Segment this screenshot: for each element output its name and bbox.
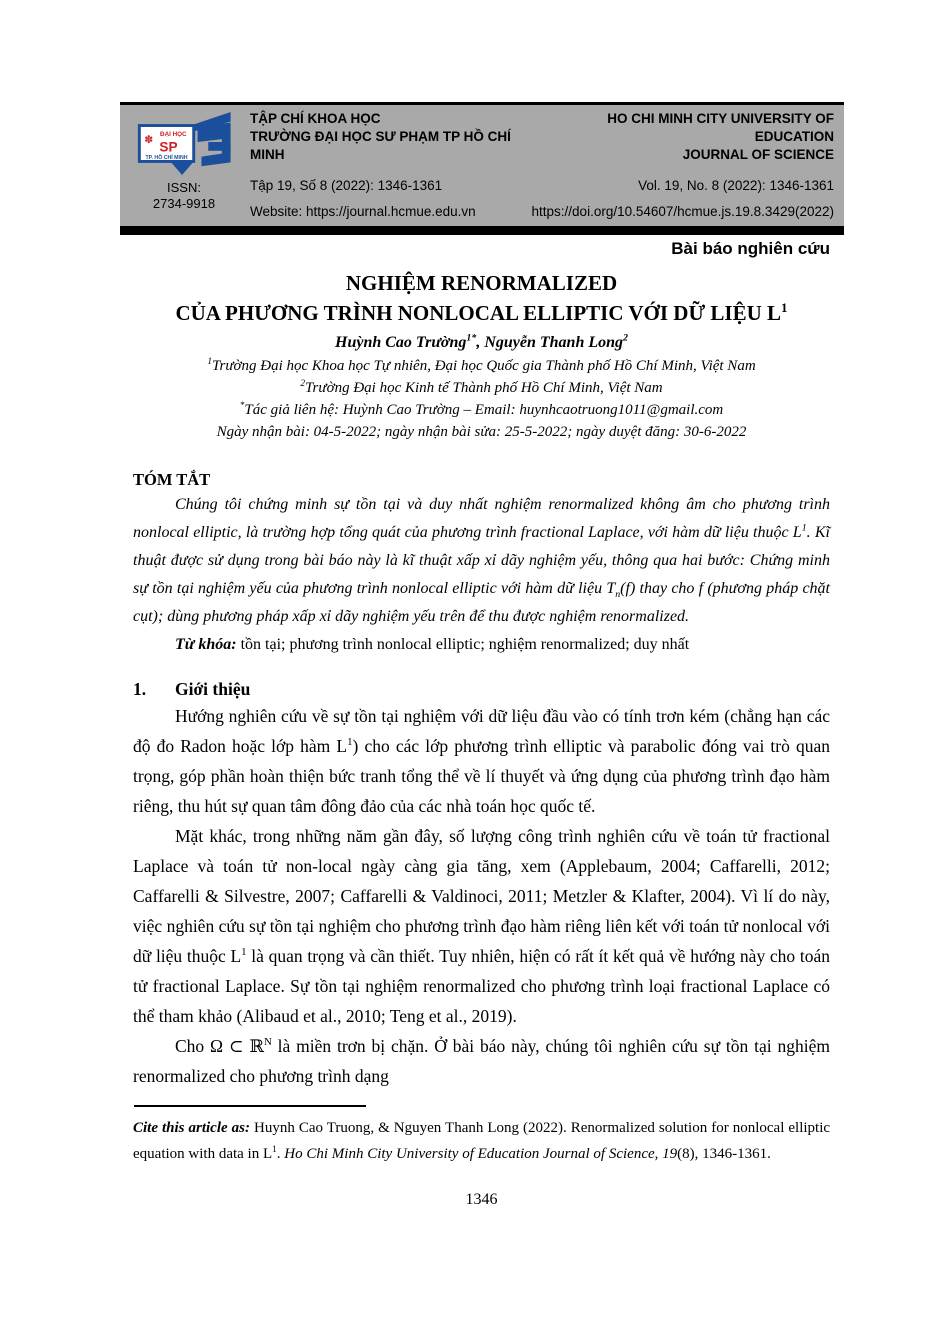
journal-header <box>120 102 844 235</box>
journal-name-en-line2: JOURNAL OF SCIENCE <box>682 147 834 162</box>
issn-label: ISSN: <box>167 180 201 195</box>
author-names: Huỳnh Cao Trường$^{1*}$, Nguyễn Thanh Long$^2$ <box>335 332 628 351</box>
volume-info-en: Vol. 19, No. 8 (2022): 1346-1361 <box>638 178 834 193</box>
affiliation-2: $^2$Trường Đại học Kinh tế Thành phố Hồ Chí Minh, Việt Nam <box>300 379 663 396</box>
logo-city-label: TP. HỒ CHÍ MINH <box>145 155 188 162</box>
affiliation-1: $^1$Trường Đại học Khoa học Tự nhiên, Đại học Quốc gia Thành phố Hồ Chí Minh, Việt Nam <box>207 357 756 374</box>
intro-paragraph-2: Mặt khác, trong những năm gần đây, số lượng công trình nghiên cứu về toán tử fractional Laplace và toán tử non-local ngày càng gia tăng, xem (Applebaum, 2004; Caffarelli, 2012; Caffarelli & Silvestre, 2007; Caffarelli & Valdinoci, 2011; Metzler & Klafter, 2004). Vì lí do này, việc nghiên cứu sự tồn tại nghiệm cho phương trình đạo hàm riêng liên kết với toán tử nonlocal với dữ liệu thuộc $L^1$ là quan trọng và cần thiết. Tuy nhiên, hiện có rất ít kết quả về hướng này cho toán tử fractional Laplace. Sự tồn tại nghiệm renormalized cho phương trình loại fractional Laplace có thể tham khảo (Alibaud et al., 2010; Teng et al., 2019). <box>133 826 831 1026</box>
citation-volume: 19 <box>662 1146 678 1162</box>
keywords-label: Từ khóa: <box>175 636 237 653</box>
article-title-line2: CỦA PHƯƠNG TRÌNH NONLOCAL ELLIPTIC VỚI DỮ LIỆU $L^1$ <box>175 300 788 325</box>
citation-authors-title: Huynh Cao Truong, & Nguyen Thanh Long (2022). Renormalized solution for nonlocal elliptic equation with data in $L^1$. <box>133 1120 831 1162</box>
logo-university-label: ĐẠI HỌC <box>160 131 187 139</box>
footnote-separator-rule <box>134 1105 366 1107</box>
section-1-number: 1. <box>133 679 147 699</box>
citation-issue-pages: (8), 1346-1361. <box>677 1146 771 1162</box>
citation-text <box>133 1115 830 1167</box>
issn-value: 2734-9918 <box>152 196 216 211</box>
page-number: 1346 <box>465 1191 498 1208</box>
university-logo-icon <box>137 110 231 176</box>
article-type-badge: Bài báo nghiên cứu <box>671 239 830 258</box>
submission-dates-line: Ngày nhận bài: 04-5-2022; ngày nhận bài sửa: 25-5-2022; ngày duyệt đăng: 30-6-2022 <box>216 424 747 440</box>
intro-paragraph-1: Hướng nghiên cứu về sự tồn tại nghiệm với dữ liệu đầu vào có tính trơn kém (chẳng hạn các độ đo Radon hoặc lớp hàm $L^1$) cho các lớp phương trình elliptic và parabolic đóng vai trò quan trọng, góp phần hoàn thiện bức tranh tổng thể về lí thuyết và ứng dụng của phương trình đạo hàm riêng, thu hút sự quan tâm đông đảo của các nhà toán học quốc tế. <box>133 706 830 816</box>
keywords-line <box>133 631 830 659</box>
corresponding-author-line: *Tác giả liên hệ: Huỳnh Cao Trường – Email: huynhcaotruong1011@gmail.com <box>239 401 724 418</box>
journal-name-vi-line1: TẬP CHÍ KHOA HỌC <box>250 111 381 126</box>
journal-name-en-line1: HO CHI MINH CITY UNIVERSITY OF EDUCATION <box>607 111 834 144</box>
doi-url: https://doi.org/10.54607/hcmue.js.19.8.3429(2022) <box>531 204 834 219</box>
abstract-text: Chúng tôi chứng minh sự tồn tại và duy nhất nghiệm renormalized không âm cho phương trình nonlocal elliptic, là trường hợp tổng quát của phương trình fractional Laplace, với hàm dữ liệu thuộc $L^1$. Kĩ thuật được sử dụng trong bài báo này là kĩ thuật xấp xỉ dãy nghiệm yếu, thông qua hai bước: Chứng minh sự tồn tại nghiệm yếu của phương trình nonlocal elliptic với hàm dữ liệu $T_n(f)$ thay cho f (phương pháp chặt cụt); dùng phương pháp xấp xỉ dãy nghiệm yếu trên để thu được nghiệm renormalized. <box>133 496 830 625</box>
logo-sp-label: SP <box>159 139 178 155</box>
keywords-text: tồn tại; phương trình nonlocal elliptic; nghiệm renormalized; duy nhất <box>240 636 690 653</box>
logo-flower-icon: ✽ <box>144 133 154 146</box>
citation-label: Cite this article as: <box>133 1120 251 1136</box>
journal-website-url: Website: https://journal.hcmue.edu.vn <box>250 204 476 219</box>
logo-block <box>128 110 240 220</box>
header-english-column <box>532 110 834 220</box>
article-title-line1: NGHIỆM RENORMALIZED <box>345 271 618 295</box>
intro-paragraph-3: Cho Ω ⊂ ℝ$^N$ là miền trơn bị chặn. Ở bài báo này, chúng tôi nghiên cứu sự tồn tại nghiệm renormalized cho phương trình dạng <box>133 1036 830 1086</box>
citation-footnote <box>133 1105 830 1167</box>
journal-name-vi-line2: TRƯỜNG ĐẠI HỌC SƯ PHẠM TP HỒ CHÍ MINH <box>250 129 511 162</box>
volume-info-vi: Tập 19, Số 8 (2022): 1346-1361 <box>250 178 443 193</box>
section-1-heading <box>133 677 830 701</box>
abstract-heading: TÓM TẮT <box>133 470 211 489</box>
issn-block <box>153 180 215 212</box>
citation-journal-name: Ho Chi Minh City University of Education Journal of Science, <box>284 1146 659 1162</box>
section-1-title: Giới thiệu <box>175 679 251 699</box>
article-content <box>133 238 830 1211</box>
article-title <box>133 268 830 328</box>
header-text-grid <box>240 110 834 220</box>
header-vietnamese-column <box>240 110 532 220</box>
